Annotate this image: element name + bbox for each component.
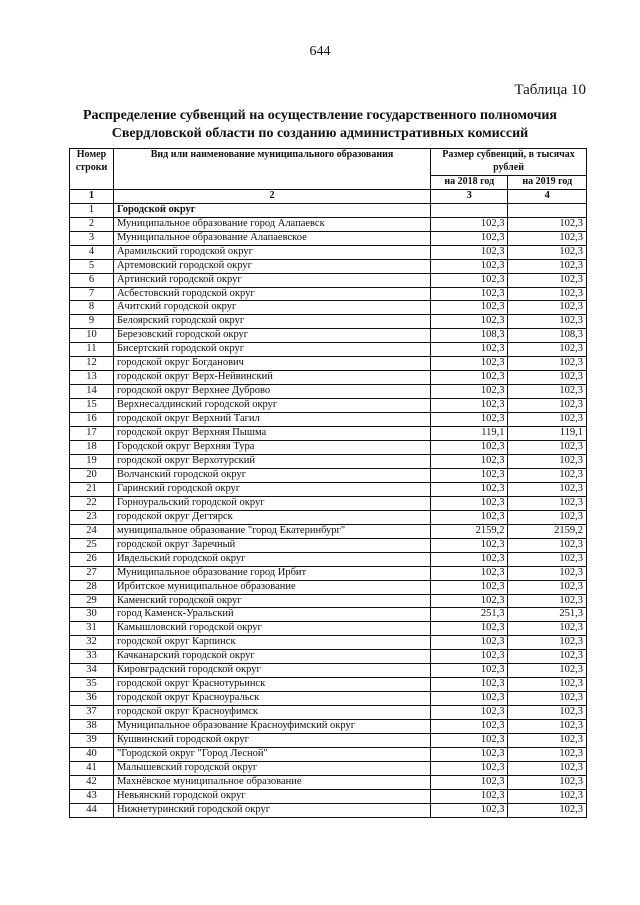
- table-row: [70, 622, 587, 636]
- table-row: [70, 706, 587, 720]
- municipality-name-cell: городской округ Верхний Тагил: [113, 413, 430, 427]
- value-2019-cell: 102,3: [508, 734, 587, 748]
- value-2019-cell: 102,3: [508, 217, 587, 231]
- table-row: [70, 231, 587, 245]
- column-index-3: 3: [431, 189, 508, 203]
- row-number-cell: 21: [70, 482, 114, 496]
- subsidy-table: [69, 148, 587, 818]
- table-row: [70, 524, 587, 538]
- municipality-name-cell: Ирбитское муниципальное образование: [113, 580, 430, 594]
- value-2018-cell: 102,3: [431, 789, 508, 803]
- value-2019-cell: 102,3: [508, 245, 587, 259]
- value-2019-cell: [508, 203, 587, 217]
- table-row: [70, 385, 587, 399]
- value-2018-cell: 102,3: [431, 692, 508, 706]
- municipality-name-cell: городской округ Карпинск: [113, 636, 430, 650]
- value-2019-cell: 102,3: [508, 720, 587, 734]
- table-row: [70, 399, 587, 413]
- value-2019-cell: 2159,2: [508, 524, 587, 538]
- value-2018-cell: 102,3: [431, 594, 508, 608]
- table-row: [70, 496, 587, 510]
- table-row: [70, 636, 587, 650]
- municipality-name-cell: Кушвинский городской округ: [113, 734, 430, 748]
- value-2018-cell: 102,3: [431, 287, 508, 301]
- row-number-cell: 20: [70, 468, 114, 482]
- table-title: [60, 107, 580, 143]
- value-2018-cell: 102,3: [431, 580, 508, 594]
- row-number-cell: 14: [70, 385, 114, 399]
- municipality-name-cell: Муниципальное образование Красноуфимский округ: [113, 720, 430, 734]
- table-row: [70, 594, 587, 608]
- value-2018-cell: 102,3: [431, 510, 508, 524]
- value-2018-cell: 102,3: [431, 441, 508, 455]
- value-2018-cell: 102,3: [431, 399, 508, 413]
- header-row-number: Номер строки: [70, 149, 114, 190]
- value-2018-cell: 102,3: [431, 664, 508, 678]
- row-number-cell: 34: [70, 664, 114, 678]
- row-number-cell: 6: [70, 273, 114, 287]
- value-2019-cell: 102,3: [508, 385, 587, 399]
- row-number-cell: 33: [70, 650, 114, 664]
- table-row: [70, 538, 587, 552]
- value-2018-cell: 102,3: [431, 413, 508, 427]
- municipality-name-cell: Бисертский городской округ: [113, 343, 430, 357]
- row-number-cell: 25: [70, 538, 114, 552]
- table-row: [70, 371, 587, 385]
- municipality-name-cell: Махнёвское муниципальное образование: [113, 775, 430, 789]
- value-2018-cell: 119,1: [431, 427, 508, 441]
- value-2019-cell: 102,3: [508, 482, 587, 496]
- value-2018-cell: 102,3: [431, 357, 508, 371]
- municipality-name-cell: Невьянский городской округ: [113, 789, 430, 803]
- table-row: [70, 608, 587, 622]
- municipality-name-cell: Артемовский городской округ: [113, 259, 430, 273]
- value-2018-cell: 102,3: [431, 747, 508, 761]
- municipality-name-cell: Нижнетуринский городской округ: [113, 803, 430, 817]
- column-index-1: 1: [70, 189, 114, 203]
- value-2018-cell: 102,3: [431, 482, 508, 496]
- municipality-name-cell: Качканарский городской округ: [113, 650, 430, 664]
- table-row: [70, 273, 587, 287]
- value-2018-cell: 102,3: [431, 636, 508, 650]
- municipality-name-cell: Асбестовский городской округ: [113, 287, 430, 301]
- row-number-cell: 26: [70, 552, 114, 566]
- row-number-cell: 2: [70, 217, 114, 231]
- municipality-name-cell: городской округ Верхняя Пышма: [113, 427, 430, 441]
- value-2018-cell: 102,3: [431, 385, 508, 399]
- municipality-name-cell: городской округ Верхнее Дуброво: [113, 385, 430, 399]
- value-2019-cell: 102,3: [508, 399, 587, 413]
- municipality-name-cell: Гаринский городской округ: [113, 482, 430, 496]
- table-row: [70, 357, 587, 371]
- value-2019-cell: 102,3: [508, 622, 587, 636]
- value-2018-cell: 251,3: [431, 608, 508, 622]
- table-row: [70, 747, 587, 761]
- value-2018-cell: 108,3: [431, 329, 508, 343]
- row-number-cell: 5: [70, 259, 114, 273]
- municipality-name-cell: Белоярский городской округ: [113, 315, 430, 329]
- table-row: [70, 580, 587, 594]
- municipality-name-cell: Муниципальное образование город Ирбит: [113, 566, 430, 580]
- value-2019-cell: 102,3: [508, 678, 587, 692]
- value-2019-cell: 102,3: [508, 761, 587, 775]
- table-row: [70, 566, 587, 580]
- row-number-cell: 37: [70, 706, 114, 720]
- title-line-1: Распределение субвенций на осуществление государственного полномочия: [82, 108, 558, 123]
- row-number-cell: 8: [70, 301, 114, 315]
- table-row: [70, 552, 587, 566]
- value-2019-cell: 102,3: [508, 706, 587, 720]
- header-year-2018: на 2018 год: [431, 175, 508, 189]
- header-row: [70, 149, 587, 176]
- value-2018-cell: 102,3: [431, 231, 508, 245]
- value-2019-cell: 102,3: [508, 636, 587, 650]
- value-2019-cell: 102,3: [508, 664, 587, 678]
- table-row: [70, 203, 587, 217]
- row-number-cell: 10: [70, 329, 114, 343]
- row-number-cell: 17: [70, 427, 114, 441]
- row-number-cell: 24: [70, 524, 114, 538]
- row-number-cell: 15: [70, 399, 114, 413]
- row-number-cell: 11: [70, 343, 114, 357]
- municipality-name-cell: "Городской округ "Город Лесной": [113, 747, 430, 761]
- value-2018-cell: 102,3: [431, 775, 508, 789]
- value-2019-cell: 102,3: [508, 357, 587, 371]
- value-2019-cell: 102,3: [508, 552, 587, 566]
- row-number-cell: 9: [70, 315, 114, 329]
- row-number-cell: 43: [70, 789, 114, 803]
- value-2018-cell: 2159,2: [431, 524, 508, 538]
- value-2019-cell: 102,3: [508, 496, 587, 510]
- municipality-name-cell: Муниципальное образование Алапаевское: [113, 231, 430, 245]
- table-row: [70, 441, 587, 455]
- municipality-name-cell: муниципальное образование "город Екатеринбург": [113, 524, 430, 538]
- value-2019-cell: 102,3: [508, 803, 587, 817]
- table-row: [70, 734, 587, 748]
- value-2018-cell: 102,3: [431, 622, 508, 636]
- page-number: 644: [309, 44, 331, 59]
- row-number-cell: 38: [70, 720, 114, 734]
- municipality-name-cell: городской округ Богданович: [113, 357, 430, 371]
- municipality-name-cell: городской округ Дегтярск: [113, 510, 430, 524]
- value-2019-cell: 102,3: [508, 287, 587, 301]
- value-2018-cell: 102,3: [431, 496, 508, 510]
- municipality-name-cell: Горноуральский городской округ: [113, 496, 430, 510]
- row-number-cell: 36: [70, 692, 114, 706]
- row-number-cell: 44: [70, 803, 114, 817]
- table-row: [70, 287, 587, 301]
- value-2018-cell: 102,3: [431, 217, 508, 231]
- row-number-cell: 7: [70, 287, 114, 301]
- row-number-cell: 18: [70, 441, 114, 455]
- row-number-cell: 13: [70, 371, 114, 385]
- municipality-name-cell: Волчанский городской округ: [113, 468, 430, 482]
- municipality-name-cell: Березовский городской округ: [113, 329, 430, 343]
- table-row: [70, 301, 587, 315]
- value-2019-cell: 108,3: [508, 329, 587, 343]
- municipality-name-cell: Артинский городской округ: [113, 273, 430, 287]
- header-year-2019: на 2019 год: [508, 175, 587, 189]
- row-number-cell: 30: [70, 608, 114, 622]
- municipality-name-cell: городской округ Красноуфимск: [113, 706, 430, 720]
- value-2018-cell: 102,3: [431, 273, 508, 287]
- value-2018-cell: 102,3: [431, 301, 508, 315]
- municipality-name-cell: Городской округ Верхняя Тура: [113, 441, 430, 455]
- row-number-cell: 27: [70, 566, 114, 580]
- municipality-name-cell: Муниципальное образование город Алапаевск: [113, 217, 430, 231]
- value-2019-cell: 251,3: [508, 608, 587, 622]
- municipality-name-cell: город Каменск-Уральский: [113, 608, 430, 622]
- column-index-4: 4: [508, 189, 587, 203]
- value-2019-cell: 102,3: [508, 371, 587, 385]
- municipality-name-cell: Арамильский городской округ: [113, 245, 430, 259]
- row-number-cell: 41: [70, 761, 114, 775]
- row-number-cell: 19: [70, 454, 114, 468]
- table-row: [70, 427, 587, 441]
- table-row: [70, 259, 587, 273]
- row-number-cell: 1: [70, 203, 114, 217]
- value-2019-cell: 102,3: [508, 441, 587, 455]
- table-row: [70, 789, 587, 803]
- municipality-name-cell: Кировградский городской округ: [113, 664, 430, 678]
- row-number-cell: 22: [70, 496, 114, 510]
- table-row: [70, 482, 587, 496]
- table-row: [70, 761, 587, 775]
- municipality-name-cell: городской округ Красноуральск: [113, 692, 430, 706]
- municipality-name-cell: Каменский городской округ: [113, 594, 430, 608]
- value-2018-cell: 102,3: [431, 734, 508, 748]
- column-index-row: [70, 189, 587, 203]
- value-2019-cell: 102,3: [508, 692, 587, 706]
- value-2018-cell: 102,3: [431, 245, 508, 259]
- row-number-cell: 28: [70, 580, 114, 594]
- value-2019-cell: 102,3: [508, 468, 587, 482]
- table-row: [70, 664, 587, 678]
- row-number-cell: 40: [70, 747, 114, 761]
- header-size: Размер субвенций, в тысячах рублей: [431, 149, 587, 176]
- title-line-2: Свердловской области по созданию административных комиссий: [111, 126, 529, 141]
- row-number-cell: 29: [70, 594, 114, 608]
- row-number-cell: 4: [70, 245, 114, 259]
- value-2019-cell: 102,3: [508, 510, 587, 524]
- municipality-name-cell: Верхнесалдинский городской округ: [113, 399, 430, 413]
- value-2018-cell: 102,3: [431, 468, 508, 482]
- municipality-name-cell: Камышловский городской округ: [113, 622, 430, 636]
- municipality-name-cell: Малышевский городской округ: [113, 761, 430, 775]
- table-row: [70, 329, 587, 343]
- value-2018-cell: 102,3: [431, 650, 508, 664]
- value-2019-cell: 102,3: [508, 580, 587, 594]
- value-2019-cell: 102,3: [508, 231, 587, 245]
- value-2018-cell: 102,3: [431, 552, 508, 566]
- row-number-cell: 35: [70, 678, 114, 692]
- table-label: Таблица 10: [514, 82, 586, 98]
- value-2018-cell: 102,3: [431, 454, 508, 468]
- value-2019-cell: 102,3: [508, 315, 587, 329]
- municipality-name-cell: городской округ Верх-Нейвинский: [113, 371, 430, 385]
- municipality-name-cell: Ивдельский городской округ: [113, 552, 430, 566]
- value-2018-cell: [431, 203, 508, 217]
- table-row: [70, 315, 587, 329]
- value-2019-cell: 102,3: [508, 301, 587, 315]
- value-2019-cell: 102,3: [508, 273, 587, 287]
- value-2018-cell: 102,3: [431, 678, 508, 692]
- table-row: [70, 468, 587, 482]
- value-2018-cell: 102,3: [431, 538, 508, 552]
- value-2018-cell: 102,3: [431, 566, 508, 580]
- value-2018-cell: 102,3: [431, 803, 508, 817]
- value-2019-cell: 102,3: [508, 413, 587, 427]
- value-2018-cell: 102,3: [431, 343, 508, 357]
- value-2018-cell: 102,3: [431, 371, 508, 385]
- value-2018-cell: 102,3: [431, 706, 508, 720]
- value-2019-cell: 102,3: [508, 259, 587, 273]
- table-row: [70, 510, 587, 524]
- table-row: [70, 775, 587, 789]
- table-row: [70, 245, 587, 259]
- table-row: [70, 454, 587, 468]
- municipality-name-cell: городской округ Заречный: [113, 538, 430, 552]
- column-index-2: 2: [113, 189, 430, 203]
- row-number-cell: 12: [70, 357, 114, 371]
- value-2019-cell: 102,3: [508, 594, 587, 608]
- row-number-cell: 39: [70, 734, 114, 748]
- municipality-name-cell: Городской округ: [113, 203, 430, 217]
- table-row: [70, 650, 587, 664]
- value-2019-cell: 102,3: [508, 343, 587, 357]
- table-row: [70, 720, 587, 734]
- table-row: [70, 803, 587, 817]
- value-2019-cell: 102,3: [508, 789, 587, 803]
- municipality-name-cell: городской округ Краснотурьинск: [113, 678, 430, 692]
- table-row: [70, 343, 587, 357]
- header-name: Вид или наименование муниципального образования: [113, 149, 430, 190]
- row-number-cell: 32: [70, 636, 114, 650]
- value-2019-cell: 102,3: [508, 538, 587, 552]
- row-number-cell: 23: [70, 510, 114, 524]
- value-2018-cell: 102,3: [431, 259, 508, 273]
- value-2019-cell: 102,3: [508, 650, 587, 664]
- value-2019-cell: 102,3: [508, 775, 587, 789]
- value-2018-cell: 102,3: [431, 315, 508, 329]
- value-2019-cell: 119,1: [508, 427, 587, 441]
- value-2018-cell: 102,3: [431, 720, 508, 734]
- value-2019-cell: 102,3: [508, 566, 587, 580]
- municipality-name-cell: Ачитский городской округ: [113, 301, 430, 315]
- row-number-cell: 16: [70, 413, 114, 427]
- value-2019-cell: 102,3: [508, 747, 587, 761]
- row-number-cell: 42: [70, 775, 114, 789]
- table-row: [70, 678, 587, 692]
- table-row: [70, 692, 587, 706]
- value-2018-cell: 102,3: [431, 761, 508, 775]
- municipality-name-cell: городской округ Верхотурский: [113, 454, 430, 468]
- table-body: [70, 203, 587, 817]
- table-row: [70, 413, 587, 427]
- value-2019-cell: 102,3: [508, 454, 587, 468]
- row-number-cell: 31: [70, 622, 114, 636]
- row-number-cell: 3: [70, 231, 114, 245]
- table-row: [70, 217, 587, 231]
